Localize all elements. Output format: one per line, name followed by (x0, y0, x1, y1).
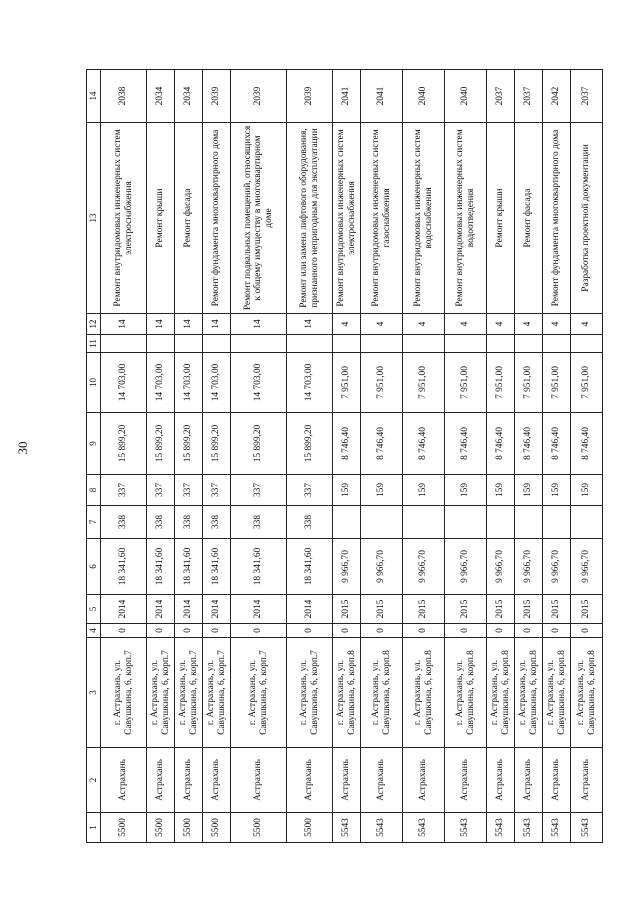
year-cell: 2014 (231, 595, 287, 624)
work-type-cell: Ремонт подвальных помещений, относящихся к общему имуществу в многоквартирном доме (231, 123, 287, 314)
table-row (101, 70, 147, 843)
year-cell: 2015 (361, 595, 403, 624)
work-type-cell: Ремонт крыши (487, 123, 515, 314)
table-row (445, 70, 487, 843)
municipality-cell: Астрахань (445, 748, 487, 813)
planned-year-cell: 2037 (571, 70, 603, 123)
table-row (487, 70, 515, 843)
column-header: 11 (87, 335, 101, 353)
total-area-cell: 9 966,70 (445, 539, 487, 595)
year-cell: 2014 (203, 595, 231, 624)
planned-year-cell: 2039 (231, 70, 287, 123)
column-number-row (87, 70, 101, 843)
municipality-cell: Астрахань (515, 748, 543, 813)
col4-cell: 0 (287, 624, 333, 638)
municipality-cell: Астрахань (287, 748, 333, 813)
col4-cell: 0 (203, 624, 231, 638)
year-cell: 2015 (487, 595, 515, 624)
address-cell: г. Астрахань, ул. Савушкина, 6, корп.8 (571, 638, 603, 748)
residents-cell: 337 (231, 475, 287, 506)
column-header: 3 (87, 638, 101, 748)
house-id-cell: 5543 (361, 813, 403, 843)
repair-schedule-table (86, 69, 603, 843)
col7-cell: 338 (101, 506, 147, 539)
col7-cell (361, 506, 403, 539)
table-row (175, 70, 203, 843)
col11-cell (175, 335, 203, 353)
col11-cell (287, 335, 333, 353)
address-cell: г. Астрахань, ул. Савушкина, 6, корп.8 (403, 638, 445, 748)
house-id-cell: 5543 (571, 813, 603, 843)
house-id-cell: 5543 (487, 813, 515, 843)
col4-cell: 0 (175, 624, 203, 638)
address-cell: г. Астрахань, ул. Савушкина, 6, корп.8 (487, 638, 515, 748)
municipality-cell: Астрахань (231, 748, 287, 813)
col12-cell: 4 (361, 314, 403, 335)
col12-cell: 14 (101, 314, 147, 335)
page-number: 30 (15, 441, 30, 455)
year-cell: 2015 (333, 595, 361, 624)
municipality-cell: Астрахань (487, 748, 515, 813)
living-area-cell: 14 703,00 (147, 353, 175, 413)
planned-year-cell: 2039 (203, 70, 231, 123)
residents-cell: 159 (445, 475, 487, 506)
total-area-cell: 18 341,60 (231, 539, 287, 595)
col4-cell: 0 (515, 624, 543, 638)
col7-cell: 338 (175, 506, 203, 539)
col4-cell: 0 (231, 624, 287, 638)
col12-cell: 14 (287, 314, 333, 335)
table-row (571, 70, 603, 843)
work-type-cell: Ремонт фасада (515, 123, 543, 314)
column-header: 12 (87, 314, 101, 335)
address-cell: г. Астрахань, ул. Савушкина, 6, корп.7 (287, 638, 333, 748)
col12-cell: 14 (203, 314, 231, 335)
col12-cell: 4 (333, 314, 361, 335)
living-area-cell: 7 951,00 (571, 353, 603, 413)
col12-cell: 4 (487, 314, 515, 335)
table-row (361, 70, 403, 843)
col11-cell (231, 335, 287, 353)
living-area-cell: 7 951,00 (487, 353, 515, 413)
col11-cell (147, 335, 175, 353)
col11-cell (571, 335, 603, 353)
living-area-cell: 14 703,00 (101, 353, 147, 413)
residents-cell: 337 (203, 475, 231, 506)
col12-cell: 4 (445, 314, 487, 335)
living-area-cell: 7 951,00 (361, 353, 403, 413)
col4-cell: 0 (571, 624, 603, 638)
living-area-cell: 7 951,00 (543, 353, 571, 413)
col7-cell (543, 506, 571, 539)
total-area-cell: 9 966,70 (333, 539, 361, 595)
col12-cell: 14 (147, 314, 175, 335)
col12-cell: 4 (571, 314, 603, 335)
table-row (543, 70, 571, 843)
planned-year-cell: 2041 (361, 70, 403, 123)
municipality-cell: Астрахань (101, 748, 147, 813)
planned-year-cell: 2037 (515, 70, 543, 123)
column-header: 8 (87, 475, 101, 506)
address-cell: г. Астрахань, ул. Савушкина, 6, корп.7 (203, 638, 231, 748)
col11-cell (515, 335, 543, 353)
address-cell: г. Астрахань, ул. Савушкина, 6, корп.7 (147, 638, 175, 748)
house-id-cell: 5500 (287, 813, 333, 843)
col4-cell: 0 (101, 624, 147, 638)
address-cell: г. Астрахань, ул. Савушкина, 6, корп.8 (543, 638, 571, 748)
work-type-cell: Ремонт внутридомовых инженерных систем электроснабжения (333, 123, 361, 314)
col11-cell (333, 335, 361, 353)
col11-cell (487, 335, 515, 353)
planned-year-cell: 2038 (101, 70, 147, 123)
col11-cell (361, 335, 403, 353)
col7-cell: 338 (147, 506, 175, 539)
living-area-cell: 7 951,00 (333, 353, 361, 413)
area-cell: 8 746,40 (333, 413, 361, 475)
area-cell: 15 899,20 (101, 413, 147, 475)
living-area-cell: 14 703,00 (175, 353, 203, 413)
col12-cell: 4 (515, 314, 543, 335)
col11-cell (403, 335, 445, 353)
residents-cell: 159 (543, 475, 571, 506)
planned-year-cell: 2039 (287, 70, 333, 123)
work-type-cell: Ремонт фундамента многоквартирного дома (203, 123, 231, 314)
column-header: 13 (87, 123, 101, 314)
area-cell: 8 746,40 (445, 413, 487, 475)
column-header: 4 (87, 624, 101, 638)
total-area-cell: 9 966,70 (487, 539, 515, 595)
municipality-cell: Астрахань (403, 748, 445, 813)
address-cell: г. Астрахань, ул. Савушкина, 6, корп.8 (445, 638, 487, 748)
column-header: 14 (87, 70, 101, 123)
total-area-cell: 18 341,60 (203, 539, 231, 595)
col12-cell: 4 (403, 314, 445, 335)
total-area-cell: 9 966,70 (543, 539, 571, 595)
total-area-cell: 9 966,70 (403, 539, 445, 595)
col11-cell (543, 335, 571, 353)
col12-cell: 4 (543, 314, 571, 335)
municipality-cell: Астрахань (543, 748, 571, 813)
area-cell: 8 746,40 (487, 413, 515, 475)
living-area-cell: 14 703,00 (203, 353, 231, 413)
living-area-cell: 14 703,00 (231, 353, 287, 413)
work-type-cell: Ремонт фундамента многоквартирного дома (543, 123, 571, 314)
house-id-cell: 5543 (333, 813, 361, 843)
year-cell: 2015 (403, 595, 445, 624)
table-row (333, 70, 361, 843)
total-area-cell: 9 966,70 (515, 539, 543, 595)
work-type-cell: Ремонт крыши (147, 123, 175, 314)
col7-cell (403, 506, 445, 539)
col4-cell: 0 (403, 624, 445, 638)
col11-cell (445, 335, 487, 353)
col7-cell (571, 506, 603, 539)
table-row (403, 70, 445, 843)
residents-cell: 337 (147, 475, 175, 506)
year-cell: 2014 (101, 595, 147, 624)
area-cell: 15 899,20 (147, 413, 175, 475)
total-area-cell: 18 341,60 (147, 539, 175, 595)
living-area-cell: 14 703,00 (287, 353, 333, 413)
total-area-cell: 9 966,70 (571, 539, 603, 595)
year-cell: 2014 (287, 595, 333, 624)
col11-cell (203, 335, 231, 353)
house-id-cell: 5500 (231, 813, 287, 843)
address-cell: г. Астрахань, ул. Савушкина, 6, корп.7 (175, 638, 203, 748)
area-cell: 15 899,20 (231, 413, 287, 475)
house-id-cell: 5500 (175, 813, 203, 843)
planned-year-cell: 2040 (445, 70, 487, 123)
col11-cell (101, 335, 147, 353)
area-cell: 15 899,20 (203, 413, 231, 475)
address-cell: г. Астрахань, ул. Савушкина, 6, корп.8 (515, 638, 543, 748)
column-header: 1 (87, 813, 101, 843)
residents-cell: 159 (333, 475, 361, 506)
col4-cell: 0 (445, 624, 487, 638)
address-cell: г. Астрахань, ул. Савушкина, 6, корп.7 (101, 638, 147, 748)
col7-cell: 338 (287, 506, 333, 539)
residents-cell: 337 (101, 475, 147, 506)
column-header: 10 (87, 353, 101, 413)
col7-cell (515, 506, 543, 539)
year-cell: 2015 (571, 595, 603, 624)
total-area-cell: 18 341,60 (175, 539, 203, 595)
col4-cell: 0 (487, 624, 515, 638)
work-type-cell: Ремонт внутридомовых инженерных систем газоснабжения (361, 123, 403, 314)
column-header: 7 (87, 506, 101, 539)
area-cell: 8 746,40 (571, 413, 603, 475)
living-area-cell: 7 951,00 (445, 353, 487, 413)
residents-cell: 337 (287, 475, 333, 506)
address-cell: г. Астрахань, ул. Савушкина, 6, корп.8 (361, 638, 403, 748)
work-type-cell: Ремонт фасада (175, 123, 203, 314)
col12-cell: 14 (231, 314, 287, 335)
house-id-cell: 5543 (445, 813, 487, 843)
total-area-cell: 9 966,70 (361, 539, 403, 595)
table-row (515, 70, 543, 843)
house-id-cell: 5500 (203, 813, 231, 843)
col4-cell: 0 (361, 624, 403, 638)
col7-cell (487, 506, 515, 539)
table-row (147, 70, 175, 843)
table-row (231, 70, 287, 843)
col7-cell (333, 506, 361, 539)
year-cell: 2015 (543, 595, 571, 624)
planned-year-cell: 2040 (403, 70, 445, 123)
work-type-cell: Ремонт или замена лифтового оборудования, признанного непригодным для эксплуатации (287, 123, 333, 314)
municipality-cell: Астрахань (147, 748, 175, 813)
area-cell: 8 746,40 (543, 413, 571, 475)
house-id-cell: 5543 (515, 813, 543, 843)
col4-cell: 0 (543, 624, 571, 638)
living-area-cell: 7 951,00 (515, 353, 543, 413)
year-cell: 2014 (175, 595, 203, 624)
address-cell: г. Астрахань, ул. Савушкина, 6, корп.8 (333, 638, 361, 748)
table-row (203, 70, 231, 843)
house-id-cell: 5500 (101, 813, 147, 843)
column-header: 9 (87, 413, 101, 475)
planned-year-cell: 2037 (487, 70, 515, 123)
municipality-cell: Астрахань (203, 748, 231, 813)
planned-year-cell: 2042 (543, 70, 571, 123)
year-cell: 2015 (515, 595, 543, 624)
col4-cell: 0 (147, 624, 175, 638)
planned-year-cell: 2034 (175, 70, 203, 123)
column-header: 6 (87, 539, 101, 595)
municipality-cell: Астрахань (333, 748, 361, 813)
house-id-cell: 5500 (147, 813, 175, 843)
area-cell: 8 746,40 (403, 413, 445, 475)
residents-cell: 159 (361, 475, 403, 506)
rotated-table-container (86, 70, 600, 843)
col12-cell: 14 (175, 314, 203, 335)
total-area-cell: 18 341,60 (101, 539, 147, 595)
residents-cell: 159 (487, 475, 515, 506)
year-cell: 2014 (147, 595, 175, 624)
work-type-cell: Разработка проектной документации (571, 123, 603, 314)
work-type-cell: Ремонт внутридомовых инженерных систем электроснабжения (101, 123, 147, 314)
residents-cell: 159 (403, 475, 445, 506)
municipality-cell: Астрахань (175, 748, 203, 813)
col7-cell (445, 506, 487, 539)
table-body (87, 70, 603, 843)
planned-year-cell: 2034 (147, 70, 175, 123)
col4-cell: 0 (333, 624, 361, 638)
living-area-cell: 7 951,00 (403, 353, 445, 413)
planned-year-cell: 2041 (333, 70, 361, 123)
municipality-cell: Астрахань (361, 748, 403, 813)
house-id-cell: 5543 (543, 813, 571, 843)
column-header: 2 (87, 748, 101, 813)
total-area-cell: 18 341,60 (287, 539, 333, 595)
work-type-cell: Ремонт внутридомовых инженерных систем водоснабжения (403, 123, 445, 314)
house-id-cell: 5543 (403, 813, 445, 843)
address-cell: г. Астрахань, ул. Савушкина, 6, корп.7 (231, 638, 287, 748)
table-row (287, 70, 333, 843)
area-cell: 15 899,20 (287, 413, 333, 475)
residents-cell: 159 (571, 475, 603, 506)
area-cell: 8 746,40 (361, 413, 403, 475)
area-cell: 8 746,40 (515, 413, 543, 475)
municipality-cell: Астрахань (571, 748, 603, 813)
column-header: 5 (87, 595, 101, 624)
area-cell: 15 899,20 (175, 413, 203, 475)
col7-cell: 338 (231, 506, 287, 539)
work-type-cell: Ремонт внутридомовых инженерных систем водоотведения (445, 123, 487, 314)
residents-cell: 159 (515, 475, 543, 506)
col7-cell: 338 (203, 506, 231, 539)
residents-cell: 337 (175, 475, 203, 506)
year-cell: 2015 (445, 595, 487, 624)
